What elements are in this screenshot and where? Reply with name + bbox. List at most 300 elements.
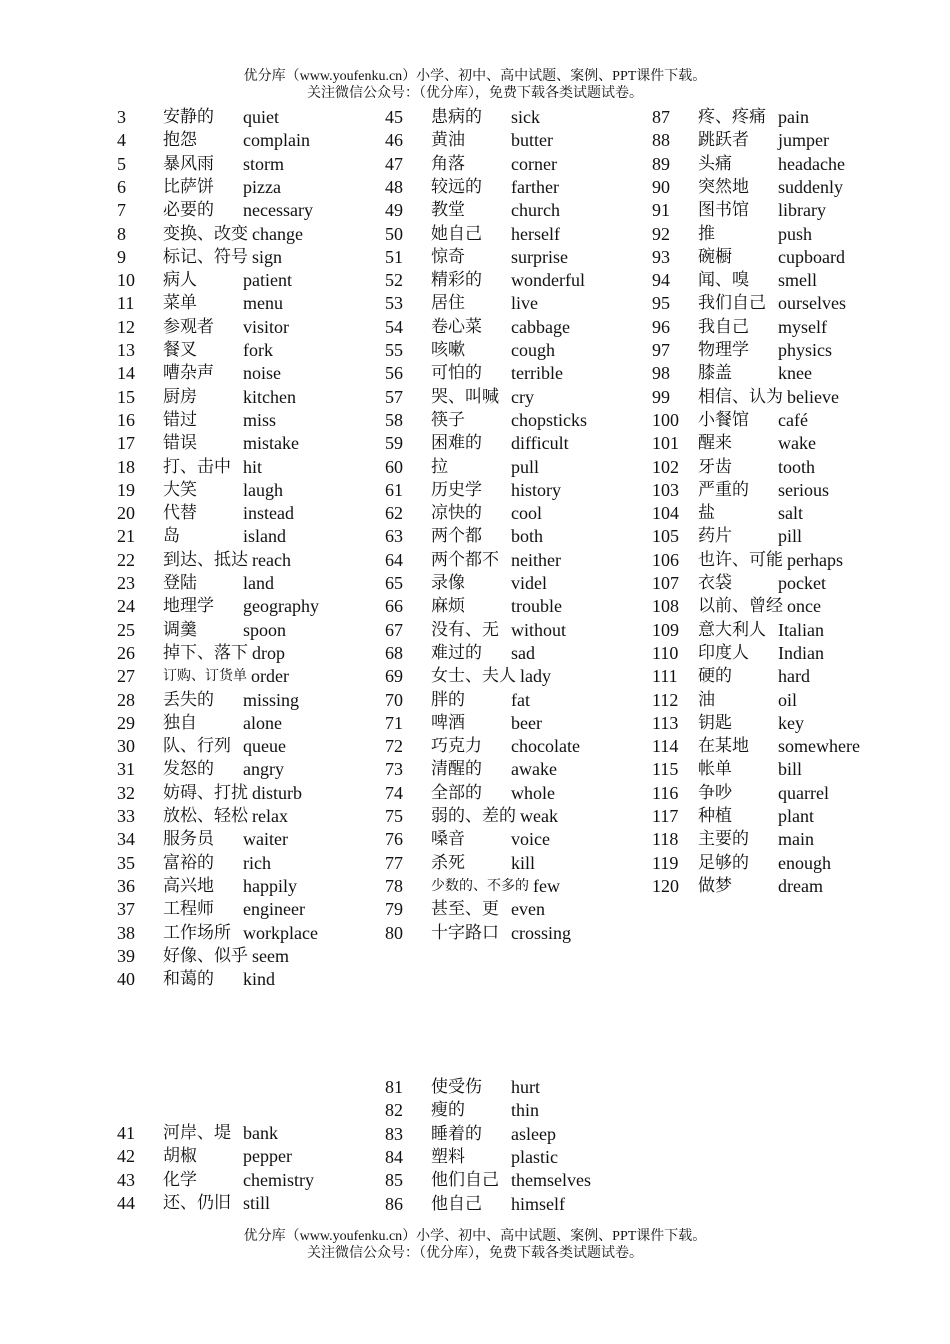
vocab-english-word: serious — [778, 479, 829, 500]
vocab-chinese-term: 物理学 — [698, 340, 749, 360]
footer-line-2: 关注微信公众号：（优分库），免费下载各类试题试卷。 — [307, 1246, 643, 1261]
vocab-chinese-term: 困难的 — [431, 433, 482, 454]
vocab-chinese-term: 服务员 — [163, 829, 214, 850]
vocab-english-word: suddenly — [778, 176, 843, 197]
vocab-chinese-term: 胖的 — [431, 689, 465, 710]
vocab-english-word: sick — [511, 107, 540, 127]
vocab-number: 62 — [385, 503, 403, 524]
vocab-number: 107 — [652, 573, 679, 593]
vocab-english-word: relax — [252, 806, 288, 826]
vocab-english-word: cough — [511, 340, 555, 360]
vocab-number: 93 — [652, 246, 670, 267]
vocab-english-word: trouble — [511, 596, 562, 617]
vocab-number: 42 — [117, 1146, 135, 1167]
vocab-number: 14 — [117, 363, 135, 384]
vocab-chinese-term: 相信、认为 — [698, 386, 783, 407]
vocab-english-word: knee — [778, 363, 812, 384]
vocab-number: 80 — [385, 922, 403, 943]
vocab-chinese-term: 参观者 — [163, 316, 214, 337]
vocab-chinese-term: 杀死 — [431, 852, 465, 873]
vocab-chinese-term: 我自己 — [698, 316, 749, 337]
vocab-chinese-term: 跳跃者 — [698, 130, 749, 151]
vocab-number: 66 — [385, 596, 403, 617]
vocab-number: 90 — [652, 176, 670, 197]
vocab-number: 61 — [385, 479, 403, 500]
vocab-chinese-term: 工作场所 — [163, 922, 231, 943]
vocab-number: 26 — [117, 642, 135, 663]
vocab-chinese-term: 啤酒 — [431, 712, 465, 733]
vocab-number: 52 — [385, 270, 403, 291]
vocab-number: 18 — [117, 456, 135, 477]
vocab-english-word: kitchen — [243, 386, 296, 407]
vocab-chinese-term: 餐叉 — [163, 340, 197, 360]
vocab-english-word: pocket — [778, 573, 826, 593]
vocab-chinese-term: 衣袋 — [698, 573, 732, 593]
vocab-number: 87 — [652, 107, 670, 127]
vocab-number: 116 — [652, 782, 679, 803]
vocab-english-word: corner — [511, 153, 557, 174]
vocab-number: 38 — [117, 922, 135, 943]
vocab-number: 86 — [385, 1193, 403, 1214]
vocab-number: 72 — [385, 736, 403, 757]
vocab-number: 120 — [652, 875, 679, 896]
vocab-english-word: spoon — [243, 619, 287, 640]
vocab-chinese-term: 睡着的 — [431, 1123, 482, 1144]
vocab-english-word: awake — [511, 759, 557, 780]
footer-line-1: 优分库（www.youfenku.cn）小学、初中、高中试题、案例、PPT课件下载。 — [243, 1229, 707, 1244]
vocab-english-word: history — [511, 479, 562, 500]
vocab-english-word: tooth — [778, 456, 816, 477]
vocab-chinese-term: 化学 — [163, 1169, 197, 1190]
vocab-chinese-term: 比萨饼 — [163, 176, 214, 197]
vocab-number: 39 — [117, 945, 135, 966]
vocab-english-word: jumper — [778, 130, 829, 151]
vocab-english-word: chopsticks — [511, 409, 587, 430]
vocab-chinese-term: 药片 — [698, 526, 732, 547]
vocab-number: 67 — [385, 619, 403, 640]
vocab-english-word: videl — [511, 573, 547, 593]
vocab-number: 40 — [117, 969, 135, 990]
vocab-number: 115 — [652, 759, 679, 780]
vocab-number: 69 — [385, 666, 403, 687]
vocab-number: 82 — [385, 1100, 403, 1121]
vocab-number: 55 — [385, 340, 403, 360]
vocab-chinese-term: 教堂 — [431, 200, 465, 221]
page-footer — [0, 1228, 950, 1262]
vocab-number: 106 — [652, 549, 679, 570]
vocab-english-word: land — [243, 573, 274, 593]
vocab-english-word: perhaps — [787, 549, 843, 570]
vocab-english-word: themselves — [511, 1170, 591, 1191]
vocab-chinese-term: 卷心菜 — [431, 316, 482, 337]
vocab-number: 50 — [385, 223, 403, 244]
vocab-number: 44 — [117, 1192, 135, 1213]
vocab-number: 73 — [385, 759, 403, 780]
vocab-chinese-term: 高兴地 — [163, 875, 214, 896]
vocab-chinese-term: 胡椒 — [163, 1146, 197, 1167]
vocab-chinese-term: 地理学 — [163, 596, 214, 617]
vocab-chinese-term: 帐单 — [698, 759, 732, 780]
vocab-number: 119 — [652, 852, 679, 873]
vocab-number: 47 — [385, 153, 403, 174]
vocab-english-word: ourselves — [778, 293, 846, 314]
vocab-english-word: sign — [252, 246, 283, 267]
vocab-english-word: seem — [252, 945, 289, 966]
vocab-english-word: neither — [511, 549, 561, 570]
vocab-english-word: kill — [511, 852, 536, 873]
vocab-chinese-term: 十字路口 — [431, 922, 499, 943]
vocab-chinese-term: 突然地 — [698, 176, 749, 197]
vocab-english-word: main — [778, 829, 814, 850]
vocab-english-word: still — [243, 1192, 271, 1213]
vocab-chinese-term: 钥匙 — [698, 712, 732, 733]
vocab-english-word: pill — [778, 526, 803, 547]
vocab-chinese-term: 也许、可能 — [698, 549, 783, 570]
vocab-number: 81 — [385, 1077, 403, 1097]
vocab-number: 49 — [385, 200, 403, 221]
vocab-number: 68 — [385, 642, 403, 663]
vocab-number: 29 — [117, 712, 135, 733]
vocab-number: 11 — [117, 293, 135, 314]
vocab-english-word: wake — [778, 433, 816, 454]
vocab-number: 118 — [652, 829, 679, 850]
vocab-english-word: reach — [252, 549, 291, 570]
vocab-english-word: plant — [778, 806, 814, 826]
vocab-chinese-term: 主要的 — [698, 829, 749, 850]
vocab-english-word: complain — [243, 130, 310, 151]
vocab-english-word: even — [511, 899, 545, 920]
vocab-english-word: storm — [243, 153, 285, 174]
vocab-number: 41 — [117, 1123, 135, 1143]
vocab-english-word: café — [778, 409, 808, 430]
vocab-chinese-term: 麻烦 — [431, 596, 465, 617]
vocab-number: 8 — [117, 223, 126, 244]
vocab-chinese-term: 盐 — [698, 503, 715, 524]
vocab-chinese-term: 调羹 — [163, 619, 197, 640]
vocab-chinese-term: 标记、符号 — [163, 246, 248, 267]
vocab-english-word: alone — [243, 712, 282, 733]
vocab-chinese-term: 推 — [698, 223, 715, 244]
vocab-chinese-term: 较远的 — [431, 176, 482, 197]
vocab-chinese-term: 独自 — [163, 712, 197, 733]
vocab-chinese-term: 富裕的 — [163, 852, 214, 873]
vocab-english-word: key — [778, 712, 804, 733]
vocab-chinese-term: 岛 — [163, 526, 180, 547]
vocab-number: 102 — [652, 456, 679, 477]
vocab-english-word: whole — [511, 782, 555, 803]
vocab-english-word: difficult — [511, 433, 569, 454]
vocab-number: 19 — [117, 479, 135, 500]
vocab-number: 117 — [652, 806, 679, 826]
vocab-chinese-term: 还、仍旧 — [163, 1192, 231, 1213]
vocab-english-word: waiter — [243, 829, 288, 850]
vocab-number: 31 — [117, 759, 135, 780]
vocab-number: 53 — [385, 293, 403, 314]
vocab-english-word: bill — [778, 759, 803, 780]
vocab-number: 79 — [385, 899, 403, 920]
vocab-chinese-term: 种植 — [698, 806, 732, 826]
vocab-number: 9 — [117, 246, 126, 267]
vocab-english-word: hurt — [511, 1077, 540, 1097]
vocab-chinese-term: 头痛 — [698, 153, 732, 174]
vocab-english-word: enough — [778, 852, 831, 873]
vocab-chinese-term: 历史学 — [431, 479, 482, 500]
vocab-number: 105 — [652, 526, 679, 547]
vocab-english-word: beer — [511, 712, 542, 733]
vocab-chinese-term: 丢失的 — [163, 689, 214, 710]
vocab-number: 4 — [117, 130, 126, 151]
vocab-english-word: wonderful — [511, 270, 585, 291]
vocab-number: 99 — [652, 386, 670, 407]
header-line-2: 关注微信公众号：（优分库），免费下载各类试题试卷。 — [307, 86, 643, 101]
vocab-english-word: surprise — [511, 246, 568, 267]
vocab-number: 108 — [652, 596, 679, 617]
vocab-english-word: push — [778, 223, 813, 244]
vocab-chinese-term: 放松、轻松 — [163, 806, 248, 826]
vocab-number: 78 — [385, 875, 403, 896]
vocab-number: 110 — [652, 642, 679, 663]
vocab-english-word: instead — [243, 503, 294, 524]
vocab-chinese-term: 居住 — [431, 293, 465, 314]
vocab-chinese-term: 大笑 — [163, 479, 197, 500]
vocab-number: 21 — [117, 526, 135, 547]
vocab-english-word: few — [533, 875, 560, 896]
vocab-number: 94 — [652, 270, 670, 291]
vocab-chinese-term: 争吵 — [698, 782, 732, 803]
vocab-chinese-term: 他自己 — [431, 1193, 482, 1214]
vocab-english-word: geography — [243, 596, 319, 617]
vocab-number: 109 — [652, 619, 679, 640]
vocab-english-word: menu — [243, 293, 283, 314]
vocab-number: 17 — [117, 433, 135, 454]
vocab-english-word: kind — [243, 969, 276, 990]
vocab-english-word: cry — [511, 386, 534, 407]
vocab-number: 57 — [385, 386, 403, 407]
vocab-english-word: weak — [520, 806, 558, 826]
vocab-chinese-term: 菜单 — [163, 293, 197, 314]
vocab-number: 34 — [117, 829, 135, 850]
vocab-chinese-term: 严重的 — [698, 479, 749, 500]
vocab-english-word: library — [778, 200, 826, 221]
vocab-number: 5 — [117, 153, 126, 174]
vocab-chinese-term: 塑料 — [431, 1146, 465, 1167]
vocab-english-word: cupboard — [778, 246, 845, 267]
vocab-chinese-term: 必要的 — [163, 200, 214, 221]
vocab-english-word: angry — [243, 759, 284, 780]
vocab-english-word: thin — [511, 1100, 540, 1121]
vocab-english-word: headache — [778, 153, 845, 174]
vocab-chinese-term: 嘈杂声 — [163, 363, 214, 384]
vocab-chinese-term: 角落 — [431, 153, 465, 174]
vocab-chinese-term: 少数的、不多的 — [431, 877, 529, 894]
vocab-english-word: himself — [511, 1193, 565, 1214]
vocab-number: 113 — [652, 712, 679, 733]
vocab-chinese-term: 没有、无 — [431, 619, 499, 640]
vocab-chinese-term: 硬的 — [698, 666, 732, 687]
vocab-chinese-term: 女士、夫人 — [431, 666, 516, 687]
vocab-number: 77 — [385, 852, 403, 873]
vocab-number: 46 — [385, 130, 403, 151]
vocab-chinese-term: 意大利人 — [698, 619, 766, 640]
vocab-number: 76 — [385, 829, 403, 850]
vocab-chinese-term: 可怕的 — [431, 363, 482, 384]
vocab-number: 96 — [652, 316, 670, 337]
page-header — [0, 68, 950, 102]
vocab-english-word: crossing — [511, 922, 571, 943]
vocab-english-word: laugh — [243, 479, 283, 500]
vocab-number: 64 — [385, 549, 403, 570]
vocab-english-word: pain — [778, 107, 809, 127]
header-line-1: 优分库（www.youfenku.cn）小学、初中、高中试题、案例、PPT课件下载。 — [243, 69, 707, 84]
vocab-english-word: asleep — [511, 1123, 556, 1144]
vocab-chinese-term: 黄油 — [431, 130, 465, 151]
vocab-chinese-term: 小餐馆 — [698, 409, 749, 430]
vocab-chinese-term: 嗓音 — [431, 829, 465, 850]
vocab-english-word: fork — [243, 340, 273, 360]
vocab-english-word: change — [252, 223, 303, 244]
vocab-chinese-term: 瘦的 — [431, 1100, 465, 1121]
vocab-chinese-term: 好像、似乎 — [163, 945, 248, 966]
vocab-chinese-term: 膝盖 — [698, 363, 732, 384]
vocab-number: 92 — [652, 223, 670, 244]
vocab-english-word: pull — [511, 456, 540, 477]
vocab-number: 71 — [385, 712, 403, 733]
vocab-number: 3 — [117, 107, 126, 127]
vocab-chinese-term: 精彩的 — [431, 270, 482, 291]
vocab-chinese-term: 以前、曾经 — [698, 596, 783, 617]
vocab-chinese-term: 错误 — [163, 433, 197, 454]
vocab-number: 63 — [385, 526, 403, 547]
vocab-number: 103 — [652, 479, 679, 500]
vocab-number: 24 — [117, 596, 135, 617]
vocab-number: 98 — [652, 363, 670, 384]
vocab-chinese-term: 印度人 — [698, 642, 749, 663]
vocab-number: 59 — [385, 433, 403, 454]
vocab-chinese-term: 掉下、落下 — [163, 642, 248, 663]
vocab-number: 13 — [117, 340, 135, 360]
vocab-chinese-term: 咳嗽 — [431, 340, 465, 360]
vocab-chinese-term: 碗橱 — [698, 246, 732, 267]
vocab-english-word: farther — [511, 176, 559, 197]
vocab-english-word: rich — [243, 852, 271, 873]
vocab-chinese-term: 代替 — [163, 503, 197, 524]
vocab-chinese-term: 队、行列 — [163, 736, 231, 757]
vocab-english-word: visitor — [243, 316, 290, 337]
vocab-english-word: oil — [778, 689, 798, 710]
vocab-chinese-term: 凉快的 — [431, 503, 482, 524]
vocab-number: 22 — [117, 549, 135, 570]
vocab-number: 15 — [117, 386, 135, 407]
vocab-number: 35 — [117, 852, 135, 873]
vocab-english-word: believe — [787, 386, 839, 407]
vocab-english-word: noise — [243, 363, 281, 384]
vocab-english-word: once — [787, 596, 821, 617]
vocab-english-word: mistake — [243, 433, 299, 454]
vocab-english-word: hit — [243, 456, 263, 477]
vocab-chinese-term: 弱的、差的 — [431, 806, 516, 826]
vocab-english-word: patient — [243, 270, 292, 291]
vocab-chinese-term: 牙齿 — [698, 456, 732, 477]
vocab-chinese-term: 厨房 — [163, 386, 197, 407]
vocab-chinese-term: 和蔼的 — [163, 969, 214, 990]
vocab-chinese-term: 使受伤 — [431, 1077, 482, 1097]
vocab-number: 10 — [117, 270, 135, 291]
vocab-number: 51 — [385, 246, 403, 267]
vocab-number: 36 — [117, 875, 135, 896]
vocab-chinese-term: 拉 — [431, 456, 448, 477]
vocab-chinese-term: 全部的 — [431, 782, 482, 803]
vocab-english-word: miss — [243, 409, 277, 430]
vocab-chinese-term: 打、击中 — [163, 456, 231, 477]
vocab-english-word: disturb — [252, 782, 303, 803]
vocab-number: 30 — [117, 736, 135, 757]
vocab-number: 32 — [117, 782, 135, 803]
vocab-chinese-term: 患病的 — [431, 107, 482, 127]
vocab-chinese-term: 两个都 — [431, 526, 482, 547]
vocab-english-word: necessary — [243, 200, 313, 221]
vocab-chinese-term: 哭、叫喊 — [431, 386, 499, 407]
vocab-english-word: queue — [243, 736, 286, 757]
vocab-english-word: missing — [243, 689, 300, 710]
vocab-number: 58 — [385, 409, 403, 430]
vocab-number: 89 — [652, 153, 670, 174]
vocab-english-word: engineer — [243, 899, 305, 920]
vocab-number: 20 — [117, 503, 135, 524]
vocab-number: 100 — [652, 409, 679, 430]
vocab-chinese-term: 暴风雨 — [163, 153, 214, 174]
vocab-chinese-term: 安静的 — [163, 107, 214, 127]
vocab-chinese-term: 病人 — [163, 270, 197, 291]
vocab-chinese-term: 河岸、堤 — [163, 1123, 231, 1143]
vocab-english-word: chemistry — [243, 1169, 314, 1190]
vocab-english-word: Indian — [778, 642, 824, 663]
vocab-chinese-term: 足够的 — [698, 852, 749, 873]
vocab-number: 85 — [385, 1170, 403, 1191]
vocab-number: 28 — [117, 689, 135, 710]
vocab-number: 6 — [117, 176, 126, 197]
vocab-english-word: drop — [252, 642, 285, 663]
vocab-chinese-term: 闻、嗅 — [698, 270, 749, 291]
vocab-english-word: workplace — [243, 922, 318, 943]
vocab-chinese-term: 订购、订货单 — [163, 668, 247, 685]
vocab-english-word: happily — [243, 875, 297, 896]
vocab-chinese-term: 他们自己 — [431, 1170, 499, 1191]
vocab-chinese-term: 抱怨 — [163, 130, 197, 151]
vocab-english-word: lady — [520, 666, 551, 687]
vocab-chinese-term: 两个都不 — [431, 549, 499, 570]
vocab-number: 70 — [385, 689, 403, 710]
vocab-number: 114 — [652, 736, 679, 757]
vocab-chinese-term: 做梦 — [698, 875, 732, 896]
vocab-number: 45 — [385, 107, 403, 127]
vocab-number: 97 — [652, 340, 670, 360]
vocab-english-word: somewhere — [778, 736, 860, 757]
vocab-chinese-term: 图书馆 — [698, 200, 749, 221]
vocab-chinese-term: 油 — [698, 689, 715, 710]
vocab-english-word: physics — [778, 340, 832, 360]
vocab-english-word: quarrel — [778, 782, 829, 803]
vocab-english-word: plastic — [511, 1146, 558, 1167]
vocab-number: 95 — [652, 293, 670, 314]
vocab-english-word: island — [243, 526, 286, 547]
vocab-number: 48 — [385, 176, 403, 197]
vocab-english-word: cool — [511, 503, 542, 524]
vocab-number: 7 — [117, 200, 126, 221]
vocab-english-word: order — [251, 666, 289, 687]
vocab-english-word: without — [511, 619, 567, 640]
vocab-number: 60 — [385, 456, 403, 477]
vocab-number: 83 — [385, 1123, 403, 1144]
